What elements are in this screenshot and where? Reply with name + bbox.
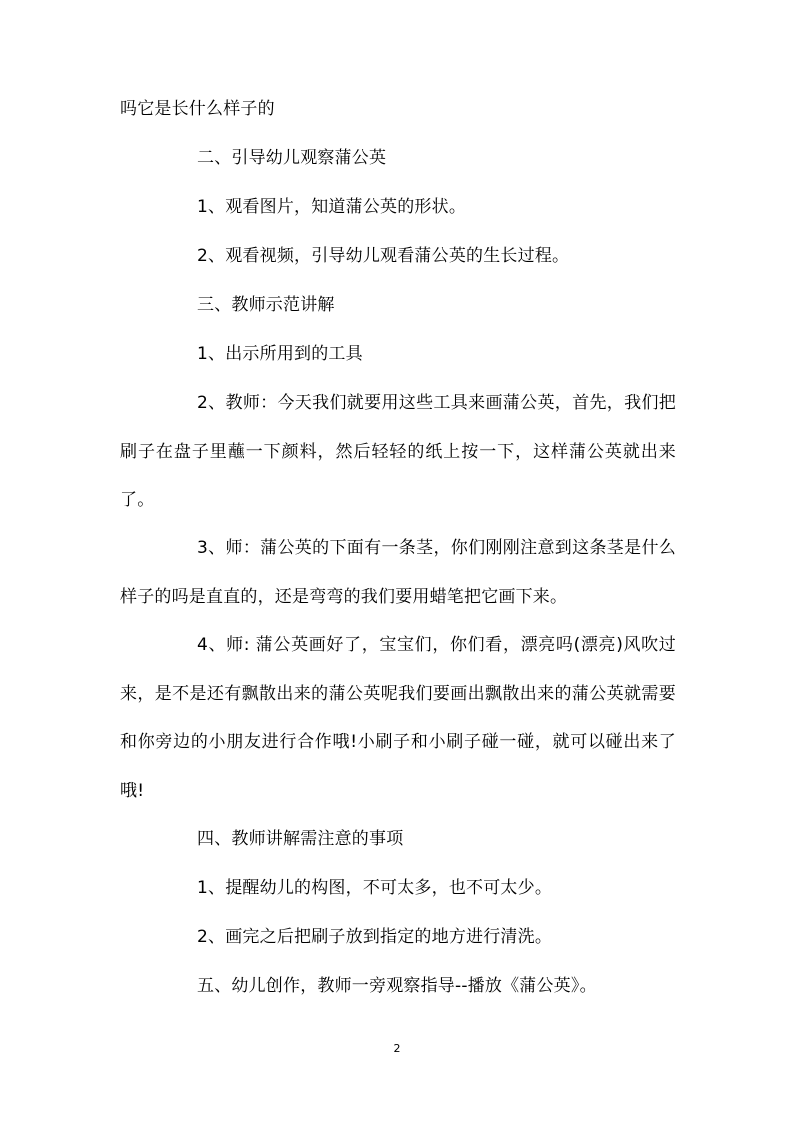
list-item-2-2: 2、观看视频，引导幼儿观看蒲公英的生长过程。: [197, 246, 570, 266]
list-item-3-1: 1、出示所用到的工具: [197, 344, 363, 364]
list-item-4-2: 2、画完之后把刷子放到指定的地方进行清洗。: [197, 927, 553, 947]
section-heading-3: 三、教师示范讲解: [197, 295, 335, 315]
section-heading-4: 四、教师讲解需注意的事项: [197, 829, 404, 849]
paragraph-continuation: 吗它是长什么样子的: [120, 99, 275, 119]
list-item-3-2: 2、教师：今天我们就要用这些工具来画蒲公英，首先，我们把刷子在盘子里蘸一下颜料，然后轻轻的纸上按一下，这样蒲公英就出来了。: [120, 393, 676, 510]
list-item-3-4: 4、师: 蒲公英画好了，宝宝们，你们看，漂亮吗(漂亮)风吹过来，是不是还有飘散出来的蒲公英呢我们要画出飘散出来的蒲公英就需要和你旁边的小朋友进行合作哦!小刷子和小刷子碰一碰，就可以碰出来了哦!: [120, 635, 676, 801]
section-heading-5: 五、幼儿创作，教师一旁观察指导--播放《蒲公英》。: [197, 976, 597, 996]
list-item-3-3: 3、师：蒲公英的下面有一条茎，你们刚刚注意到这条茎是什么样子的吗是直直的，还是弯弯的我们要用蜡笔把它画下来。: [120, 538, 676, 607]
list-item-4-1: 1、提醒幼儿的构图，不可太多，也不可太少。: [197, 878, 553, 898]
page-number: 2: [393, 1042, 401, 1055]
section-heading-2: 二、引导幼儿观察蒲公英: [197, 148, 387, 168]
list-item-2-1: 1、观看图片，知道蒲公英的形状。: [197, 197, 467, 217]
